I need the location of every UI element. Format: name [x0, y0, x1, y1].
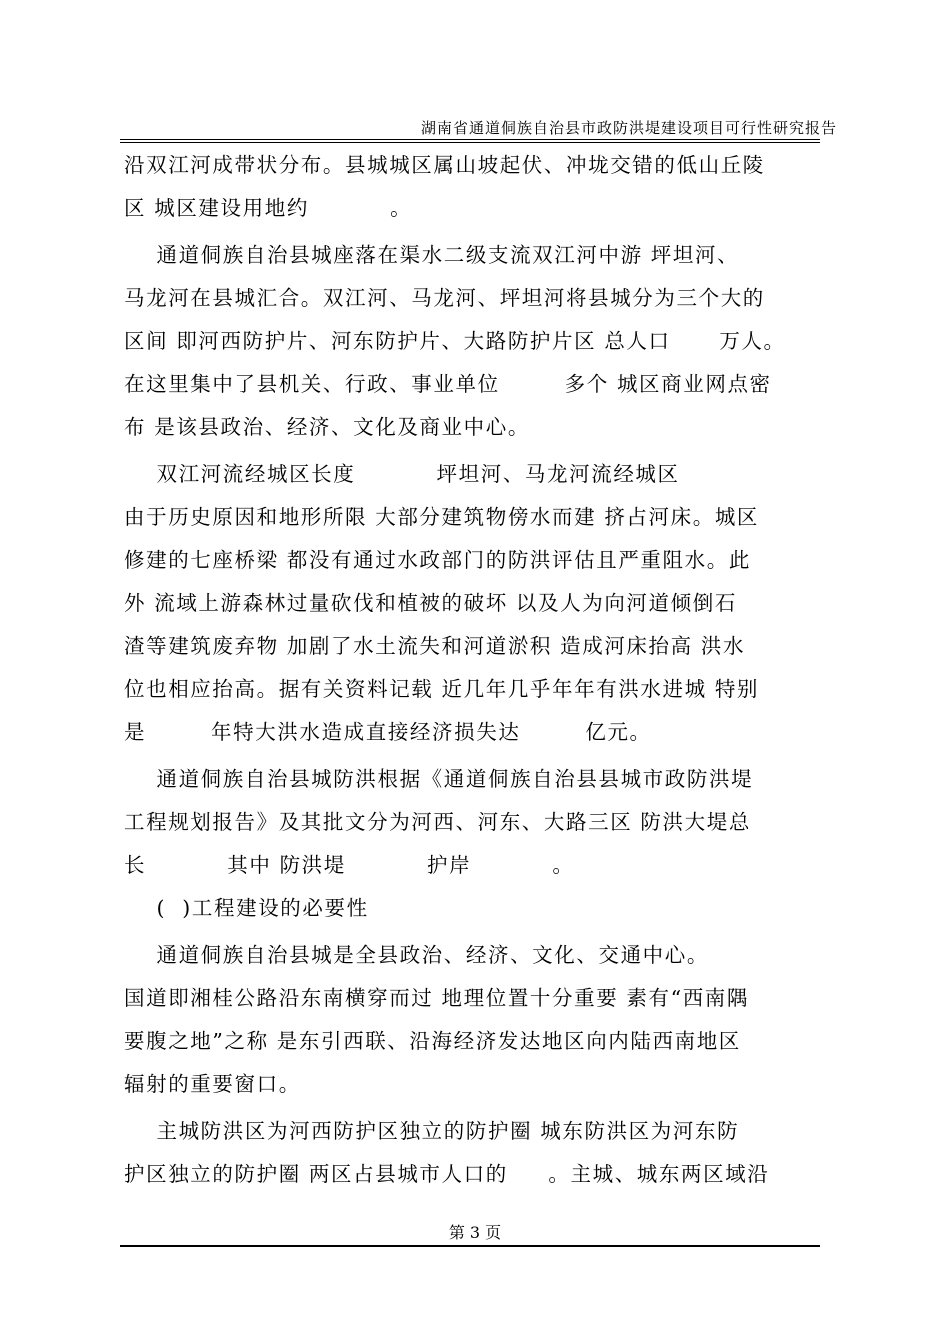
text-line: 修建的七座桥梁 都没有通过水政部门的防洪评估且严重阻水。此 — [124, 548, 751, 572]
text-line: 外 流域上游森林过量砍伐和植被的破坏 以及人为向河道倾倒石 — [124, 591, 737, 615]
text-line: 通道侗族自治县城座落在渠水二级支流双江河中游 坪坦河、 — [124, 243, 740, 267]
text-line: 位也相应抬高。据有关资料记载 近几年几乎年年有洪水进城 特别 — [124, 677, 760, 701]
section-heading: ( )工程建设的必要性 — [124, 896, 369, 920]
footer-rule — [120, 1245, 820, 1247]
text-line: 长 其中 防洪堤 护岸 。 — [124, 853, 575, 877]
text-line: 双江河流经城区长度 坪坦河、马龙河流经城区 — [124, 462, 680, 486]
text-line: 主城防洪区为河西防护区独立的防护圈 城东防洪区为河东防 — [124, 1119, 740, 1143]
text-line: 工程规划报告》及其批文分为河西、河东、大路三区 防洪大堤总 — [124, 810, 751, 834]
text-line: 辐射的重要窗口。 — [124, 1072, 301, 1096]
page-number: 第 3 页 — [448, 1223, 502, 1242]
text-line: 在这里集中了县机关、行政、事业单位 多个 城区商业网点密 — [124, 372, 772, 396]
text-line: 渣等建筑废弃物 加剧了水土流失和河道淤积 造成河床抬高 洪水 — [124, 634, 746, 658]
header-rule-bottom — [120, 142, 820, 143]
text-line: 要腹之地”之称 是东引西联、沿海经济发达地区向内陆西南地区 — [124, 1029, 741, 1053]
header-rule-top — [120, 139, 820, 140]
text-line: 由于历史原因和地形所限 大部分建筑物傍水而建 挤占河床。城区 — [124, 505, 760, 529]
running-header: 湖南省通道侗族自治县市政防洪堤建设项目可行性研究报告 — [420, 119, 837, 137]
body-text — [124, 148, 824, 1200]
text-line: 是 年特大洪水造成直接经济损失达 亿元。 — [124, 720, 652, 744]
text-line: 通道侗族自治县城防洪根据《通道侗族自治县县城市政防洪堤 — [124, 767, 754, 791]
text-line: 通道侗族自治县城是全县政治、经济、文化、交通中心。 — [124, 943, 709, 967]
text-line: 区 城区建设用地约 。 — [124, 196, 413, 220]
text-line: 区间 即河西防护片、河东防护片、大路防护片区 总人口 万人。 — [124, 329, 786, 353]
text-line: 马龙河在县城汇合。双江河、马龙河、坪坦河将县城分为三个大的 — [124, 286, 765, 310]
text-line: 布 是该县政治、经济、文化及商业中心。 — [124, 415, 530, 439]
text-line: 护区独立的防护圈 两区占县城市人口的 。主城、城东两区域沿 — [124, 1162, 770, 1186]
text-line: 沿双江河成带状分布。县城城区属山坡起伏、冲垅交错的低山丘陵 — [124, 153, 765, 177]
text-line: 国道即湘桂公路沿东南横穿而过 地理位置十分重要 素有“西南隅 — [124, 986, 750, 1010]
